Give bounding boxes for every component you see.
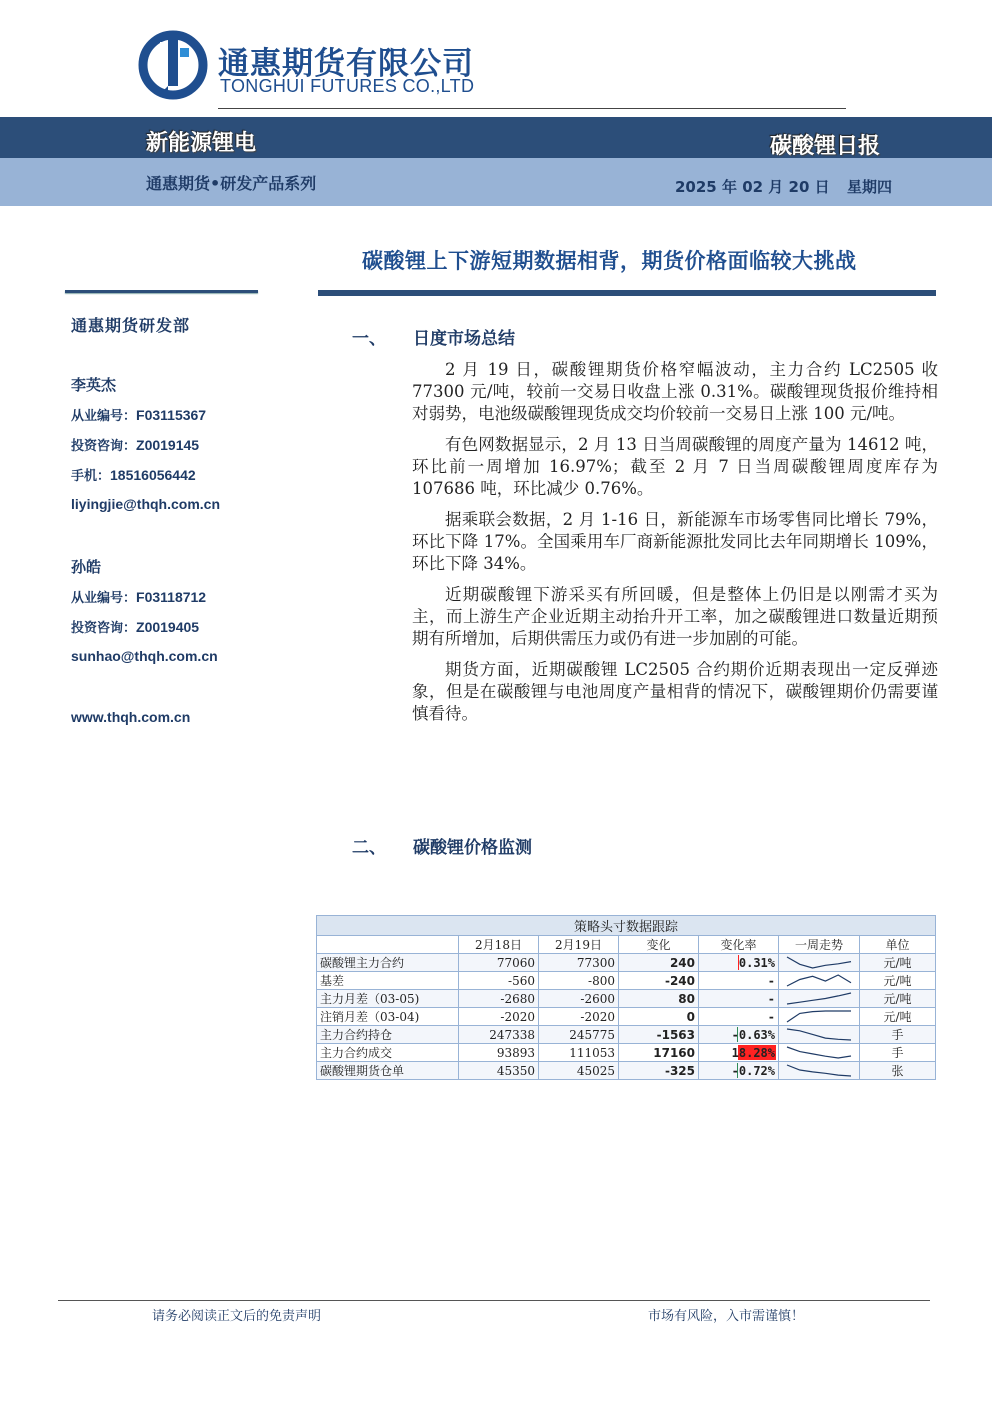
value-unit: 元/吨 [860, 1008, 936, 1026]
analyst-license [71, 405, 206, 424]
table-header-cell [317, 936, 459, 954]
footer-rule [58, 1300, 930, 1301]
table-row [317, 972, 936, 990]
paragraph: 有色网数据显示，2 月 13 日当周碳酸锂的周度产量为 14612 吨，环比前一周增加 16.97%；截至 2 月 7 日当周碳酸锂周度库存为 107686 吨，环比减少 0.76%。 [412, 435, 938, 498]
sparkline-svg [783, 1026, 855, 1043]
consult-label: 投资咨询： [71, 621, 137, 636]
table-header-cell: 2月19日 [539, 936, 619, 954]
banner-category: 新能源锂电 [146, 131, 257, 156]
analyst-name: 孙皓 [71, 558, 102, 576]
value-change: -240 [619, 972, 699, 990]
trend-sparkline [779, 1008, 860, 1026]
table-row [317, 1026, 936, 1044]
sparkline-svg [783, 954, 855, 971]
analyst-license [71, 587, 206, 606]
value-unit: 手 [860, 1026, 936, 1044]
table-row [317, 954, 936, 972]
brand-name-en: TONGHUI FUTURES CO.,LTD [220, 76, 475, 96]
trend-sparkline [779, 990, 860, 1008]
table-header-cell: 一周走势 [779, 936, 860, 954]
sparkline-path [787, 957, 851, 968]
value-change: 240 [619, 954, 699, 972]
paragraph: 近期碳酸锂下游采买有所回暖，但是整体上仍旧是以刚需才买为主，而上游生产企业近期主动抬升开工率，加之碳酸锂进口数量近期预期有所增加，后期供需压力或仍有进一步加剧的可能。 [412, 585, 938, 648]
rate-text: - [767, 1009, 775, 1024]
table-row [317, 990, 936, 1008]
sparkline-svg [783, 1044, 855, 1061]
table-header-cell: 变化率 [699, 936, 779, 954]
paragraph: 期货方面，近期碳酸锂 LC2505 合约期价近期表现出一定反弹迹象，但是在碳酸锂与电池周度产量相背的情况下，碳酸锂期价仍需要谨慎看待。 [412, 660, 938, 723]
banner-date: 2025 年 02 月 20 日 [675, 178, 830, 196]
license-label: 从业编号： [71, 409, 137, 424]
paragraph: 2 月 19 日，碳酸锂期货价格窄幅波动，主力合约 LC2505 收 77300 元/吨，较前一交易日收盘上涨 0.31%。碳酸锂现货报价维持相对弱势，电池级碳酸锂现货成交均价较前一交易日上涨 100 元/吨。 [412, 360, 938, 423]
license-value: F03118712 [136, 589, 207, 605]
brand-name-cn: 通惠期货有限公司 [218, 46, 474, 82]
value-unit: 张 [860, 1062, 936, 1080]
value-unit: 手 [860, 1044, 936, 1062]
value-unit: 元/吨 [860, 954, 936, 972]
consult-label: 投资咨询： [71, 439, 137, 454]
value-feb18: 45350 [459, 1062, 539, 1080]
value-change: -325 [619, 1062, 699, 1080]
value-change-rate [699, 1008, 779, 1026]
sparkline-path [787, 975, 851, 986]
analyst-consult [71, 617, 199, 636]
rate-text: 18.28% [731, 1045, 775, 1060]
value-change-rate [699, 1062, 779, 1080]
value-feb19: -800 [539, 972, 619, 990]
row-label: 主力合约持仓 [317, 1026, 459, 1044]
value-feb19: 245775 [539, 1026, 619, 1044]
value-change-rate [699, 1044, 779, 1062]
section-title: 日度市场总结 [413, 329, 515, 349]
banner-report-type: 碳酸锂日报 [770, 134, 881, 159]
value-change-rate [699, 972, 779, 990]
footer-disclaimer: 请务必阅读正文后的免责声明 [152, 1309, 322, 1324]
sparkline-path [787, 1011, 851, 1022]
report-title: 碳酸锂上下游短期数据相背，期货价格面临较大挑战 [362, 248, 857, 273]
row-label: 基差 [317, 972, 459, 990]
value-unit: 元/吨 [860, 972, 936, 990]
value-change-rate [699, 954, 779, 972]
row-label: 注销月差（03-04) [317, 1008, 459, 1026]
table-header-cell: 2月18日 [459, 936, 539, 954]
table-row [317, 1062, 936, 1080]
website-link[interactable]: www.thqh.com.cn [71, 709, 191, 725]
trend-sparkline [779, 1044, 860, 1062]
analyst-phone [71, 465, 196, 484]
consult-value: Z0019145 [136, 437, 200, 453]
trend-sparkline [779, 1062, 860, 1080]
banner-series: 通惠期货•研发产品系列 [146, 174, 317, 193]
value-feb18: -560 [459, 972, 539, 990]
value-feb19: -2020 [539, 1008, 619, 1026]
sparkline-svg [783, 972, 855, 989]
section-title: 碳酸锂价格监测 [413, 838, 532, 858]
table-body [317, 954, 936, 1080]
value-unit: 元/吨 [860, 990, 936, 1008]
value-feb18: 93893 [459, 1044, 539, 1062]
row-label: 碳酸锂期货仓单 [317, 1062, 459, 1080]
table-row [317, 1008, 936, 1026]
value-feb19: 111053 [539, 1044, 619, 1062]
section-number: 二、 [352, 838, 386, 858]
sparkline-svg [783, 990, 855, 1007]
sidebar-rule [65, 290, 258, 293]
value-feb18: -2680 [459, 990, 539, 1008]
phone-value: 18516056442 [110, 467, 196, 483]
row-label: 主力月差（03-05) [317, 990, 459, 1008]
value-change: 80 [619, 990, 699, 1008]
analyst-email[interactable]: liyingjie@thqh.com.cn [71, 496, 220, 512]
banner-weekday: 星期四 [847, 178, 893, 196]
phone-label: 手机： [71, 469, 111, 484]
value-feb19: 77300 [539, 954, 619, 972]
rate-text: -0.63% [731, 1027, 775, 1042]
analyst-consult [71, 435, 199, 454]
sparkline-path [787, 993, 851, 1004]
value-change: 0 [619, 1008, 699, 1026]
sparkline-path [787, 1065, 851, 1076]
value-feb19: 45025 [539, 1062, 619, 1080]
value-feb19: -2600 [539, 990, 619, 1008]
footer-risk: 市场有风险，入市需谨慎！ [648, 1309, 805, 1324]
value-change: 17160 [619, 1044, 699, 1062]
row-label: 主力合约成交 [317, 1044, 459, 1062]
table-header-cell: 单位 [860, 936, 936, 954]
license-value: F03115367 [136, 407, 207, 423]
table-header-row [317, 936, 936, 954]
analyst-email[interactable]: sunhao@thqh.com.cn [71, 648, 218, 664]
table-row [317, 1044, 936, 1062]
title-rule [318, 290, 936, 296]
value-feb18: 77060 [459, 954, 539, 972]
analyst-name: 李英杰 [71, 376, 117, 394]
consult-value: Z0019405 [136, 619, 200, 635]
row-label: 碳酸锂主力合约 [317, 954, 459, 972]
header-divider [218, 108, 846, 109]
tonghui-logo-icon [138, 30, 208, 100]
trend-sparkline [779, 954, 860, 972]
license-label: 从业编号： [71, 591, 137, 606]
paragraph: 据乘联会数据，2 月 1-16 日，新能源车市场零售同比增长 79%，环比下降 17%。全国乘用车厂商新能源批发同比去年同期增长 109%，环比下降 34%。 [412, 510, 938, 573]
table-header-cell: 变化 [619, 936, 699, 954]
table-caption: 策略头寸数据跟踪 [317, 916, 936, 936]
value-feb18: 247338 [459, 1026, 539, 1044]
trend-sparkline [779, 972, 860, 990]
value-feb18: -2020 [459, 1008, 539, 1026]
rate-text: 0.31% [738, 955, 775, 970]
value-change: -1563 [619, 1026, 699, 1044]
value-change-rate [699, 990, 779, 1008]
sparkline-path [787, 1047, 851, 1058]
sparkline-path [787, 1029, 851, 1040]
rate-text: - [767, 991, 775, 1006]
sparkline-svg [783, 1062, 855, 1079]
section-number: 一、 [352, 329, 386, 349]
sidebar-dept: 通惠期货研发部 [71, 316, 191, 335]
price-monitor-table [316, 915, 936, 1080]
value-change-rate [699, 1026, 779, 1044]
trend-sparkline [779, 1026, 860, 1044]
rate-text: -0.72% [731, 1063, 775, 1078]
summary-body [412, 359, 938, 734]
sparkline-svg [783, 1008, 855, 1025]
rate-text: - [767, 973, 775, 988]
